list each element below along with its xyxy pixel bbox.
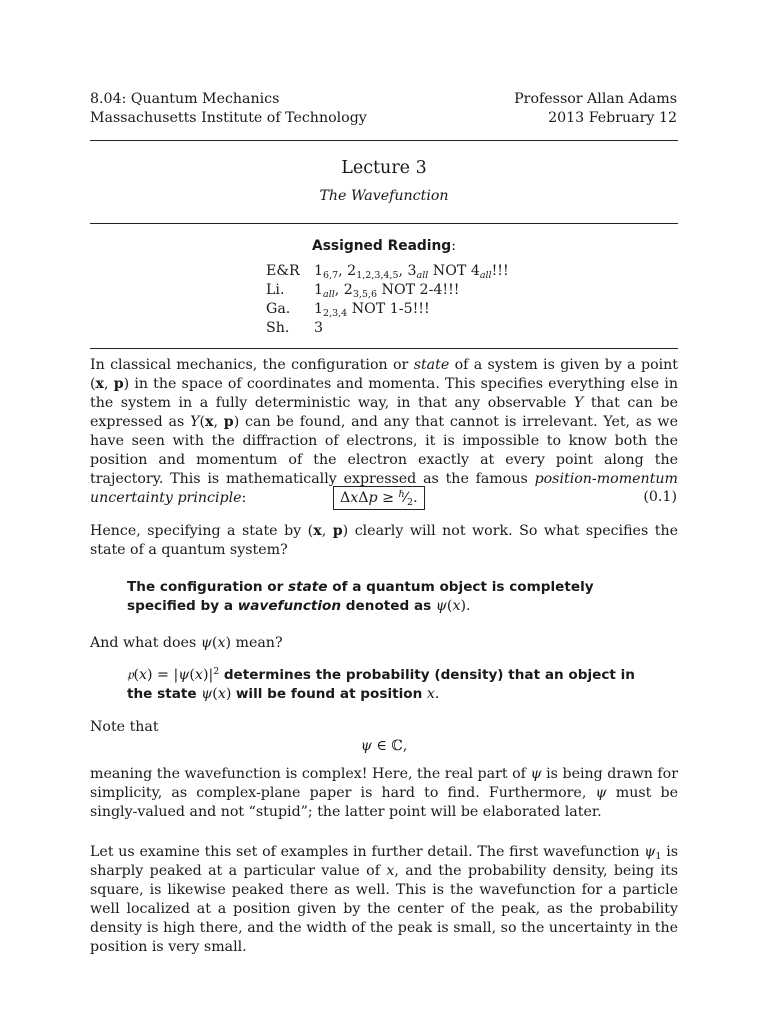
paragraph-note-that: Note that (90, 719, 159, 735)
course-name: 8.04: Quantum Mechanics (90, 91, 280, 107)
title-divider (90, 223, 678, 224)
reading-divider (90, 348, 678, 349)
professor-name: Professor Allan Adams (514, 91, 677, 107)
header-left (90, 90, 367, 128)
top-divider (90, 140, 678, 141)
reading-list (266, 262, 509, 338)
reading-source: Sh. (266, 320, 290, 336)
header-right (514, 90, 677, 128)
reading-item (266, 319, 509, 338)
reading-heading-colon: : (451, 238, 456, 254)
paragraph-quantum-state: Hence, specifying a state by (x, p) clearly will not work. So what specifies the state of a quantum system? (90, 523, 678, 558)
reading-heading-label: Assigned Reading (312, 238, 452, 254)
paragraph-examples: Let us examine this set of examples in further detail. The first wavefunction $\psi_1$ is sharply peaked at a particular value of x, and the probability density, being its square, is likewise peaked there as well. This is the wavefunction for a particle well localized at a position given by the center of the peak, as the probability density is high there, and the width of the peak is small, so the uncertainty in the position is very small. (90, 844, 679, 955)
reading-source: Li. (266, 282, 285, 298)
reading-source: E&R (266, 263, 300, 279)
reading-sections: 3 (314, 320, 324, 336)
lecture-title: Lecture 3 (341, 158, 427, 178)
reading-source: Ga. (266, 301, 291, 317)
complex-equation: ψ ∈ ℂ, (360, 738, 408, 754)
lecture-subtitle: The Wavefunction (319, 188, 449, 204)
paragraph-classical-state: In classical mechanics, the configuration or state of a system is given by a point (x, p) in the space of coordinates and momenta. This specifies everything else in the system in a fully deterministic way, in that any observable Y that can be expressed as Y(x, p) can be found, and any that cannot is irrelevant. Yet, as we have seen with the diffraction of electrons, it is impossible to know both the position and momentum of the electron exactly at every point along the trajectory. This is mathematically expressed as the famous position-momentum uncertainty principle: (90, 357, 679, 506)
institution-name: Massachusetts Institute of Technology (90, 110, 367, 126)
reading-sections: $1_{2,3,4}$ NOT 1-5!!! (314, 301, 430, 319)
wavefunction-statement: The configuration or state of a quantum object is completely specified by a wavefunction denoted as ψ(x). (127, 579, 594, 614)
uncertainty-equation: $\Delta x\Delta p \ge ^\hbar⁄_2$. (333, 486, 425, 510)
reading-item (266, 300, 509, 319)
equation-number: (0.1) (643, 489, 677, 505)
reading-heading (0, 238, 768, 254)
reading-item (266, 281, 509, 300)
lecture-date: 2013 February 12 (548, 110, 677, 126)
paragraph-psi-meaning: And what does ψ(x) mean? (90, 635, 283, 651)
reading-sections: $1_{all}$, $2_{3,5,6}$ NOT 2-4!!! (314, 282, 460, 300)
reading-sections: $1_{6,7}$, $2_{1,2,3,4,5}$, $3_{all}$ NOT $4_{all}$!!! (314, 263, 509, 281)
paragraph-complex-wavefunction: meaning the wavefunction is complex! Here, the real part of ψ is being drawn for simplicity, as complex-plane paper is hard to find. Furthermore, ψ must be singly-valued and not “stupid”; the latter point will be elaborated later. (90, 766, 679, 820)
reading-item (266, 262, 509, 281)
probability-statement: 𝔭(x) = $|\psi(x)|^2$ determines the probability (density) that an object in the state ψ(x) will be found at position x. (127, 666, 635, 702)
